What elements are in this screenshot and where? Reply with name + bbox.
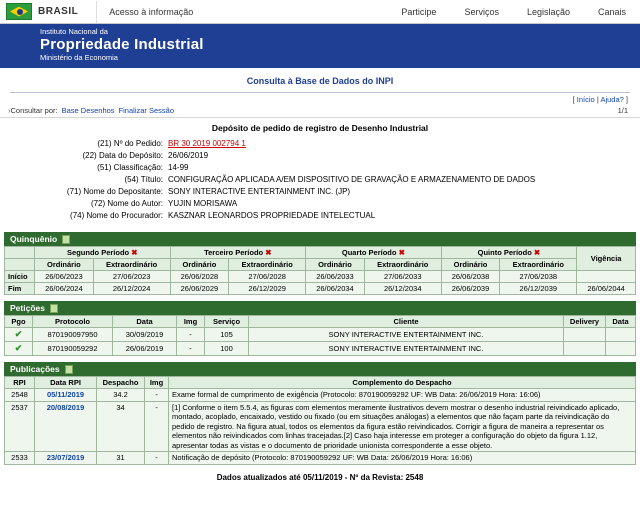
- cell-data: 30/09/2019: [113, 328, 177, 342]
- table-row: [5, 389, 636, 402]
- field-code: (74): [70, 211, 85, 220]
- cell-servico: 100: [205, 342, 249, 356]
- field-row: [0, 198, 640, 210]
- section-title-peticoes: Petições: [10, 303, 45, 313]
- cell-data2: [606, 342, 636, 356]
- gov-link-legislacao[interactable]: Legislação: [526, 6, 570, 17]
- field-code: (51): [97, 163, 112, 172]
- cell-img: -: [145, 452, 169, 465]
- cell-img: -: [145, 401, 169, 452]
- cell: 26/06/2023: [35, 271, 94, 283]
- col-pgo: Pgo: [5, 316, 33, 328]
- cell-vigencia: 26/06/2044: [577, 283, 636, 295]
- cell-despacho: 31: [97, 452, 145, 465]
- cell: 27/06/2038: [500, 271, 577, 283]
- brazil-flag-icon: [6, 3, 32, 20]
- col-data2: Data: [606, 316, 636, 328]
- gov-link-canais[interactable]: Canais: [597, 6, 626, 17]
- col-img: Img: [145, 377, 169, 389]
- field-value-data-deposito: 26/06/2019: [168, 151, 209, 160]
- sub-extraordinario: Extraordinário: [364, 259, 441, 271]
- cell: 27/06/2033: [364, 271, 441, 283]
- field-row: [0, 138, 640, 150]
- cell: 26/12/2034: [364, 283, 441, 295]
- quinquenio-corner-cell: [5, 247, 35, 259]
- footer-status: Dados atualizados até 05/11/2019 - Nº da Revista: 2548: [216, 472, 424, 482]
- sub-ordinario: Ordinário: [35, 259, 94, 271]
- cell-data: 26/06/2019: [113, 342, 177, 356]
- table-subheader-row: [5, 259, 636, 271]
- cell-rpi: 2548: [5, 389, 35, 402]
- field-code-label: [0, 186, 168, 198]
- cell-img: -: [145, 389, 169, 402]
- cell: 26/06/2034: [306, 283, 365, 295]
- field-label: Nome do Procurador:: [86, 211, 163, 220]
- section-header-quinquenio: [4, 232, 636, 246]
- field-code-label: [0, 150, 168, 162]
- pgo-check-icon: ✔: [5, 342, 33, 356]
- table-header-row: [5, 316, 636, 328]
- field-label: Classificação:: [113, 163, 163, 172]
- field-code-label: [0, 162, 168, 174]
- field-label: Título:: [140, 175, 163, 184]
- col-servico: Serviço: [205, 316, 249, 328]
- cell: 26/12/2024: [93, 283, 170, 295]
- sub-extraordinario: Extraordinário: [93, 259, 170, 271]
- acesso-informacao-link[interactable]: Acesso à informação: [109, 6, 194, 17]
- links-separator: |: [596, 95, 599, 104]
- table-row: [5, 401, 636, 452]
- cell: 26/06/2028: [170, 271, 229, 283]
- col-protocolo: Protocolo: [33, 316, 113, 328]
- table-row: [5, 452, 636, 465]
- col-data: Data: [113, 316, 177, 328]
- cell: 27/06/2028: [229, 271, 306, 283]
- excel-export-icon[interactable]: [62, 235, 70, 244]
- cell-cliente: SONY INTERACTIVE ENTERTAINMENT INC.: [249, 328, 564, 342]
- field-value-autor: YUJIN MORISAWA: [168, 199, 238, 208]
- table-header-row: [5, 247, 636, 259]
- field-code: (22): [82, 151, 97, 160]
- field-label: Nº do Pedido:: [113, 139, 163, 148]
- help-links: [0, 93, 640, 104]
- table-row: [5, 271, 636, 283]
- cell: 26/06/2038: [441, 271, 500, 283]
- table-row: [5, 283, 636, 295]
- field-row: [0, 174, 640, 186]
- field-code-label: [0, 138, 168, 150]
- section-title-quinquenio: Quinquênio: [10, 234, 58, 244]
- col-cliente: Cliente: [249, 316, 564, 328]
- field-code: (72): [90, 199, 106, 208]
- cell-rpi: 2537: [5, 401, 35, 452]
- gov-link-servicos[interactable]: Serviços: [464, 6, 499, 17]
- table-row: [5, 328, 636, 342]
- cell-protocolo: 870190059292: [33, 342, 113, 356]
- excel-export-icon[interactable]: [65, 365, 73, 374]
- field-value-depositante: SONY INTERACTIVE ENTERTAINMENT INC. (JP): [168, 187, 351, 196]
- field-row: [0, 162, 640, 174]
- cell-protocolo: 870190097950: [33, 328, 113, 342]
- cell-data-rpi[interactable]: 23/07/2019: [35, 452, 97, 465]
- brasil-brand-label: BRASIL: [38, 6, 79, 17]
- row-label-fim: Fim: [5, 283, 35, 295]
- cell-cliente: SONY INTERACTIVE ENTERTAINMENT INC.: [249, 342, 564, 356]
- cell-complemento: [1] Conforme o item 5.5.4, as figuras com elementos meramente ilustrativos devem mostrar o desenho industrial reivindicado aplicado, montado, acoplado, encaixado, vestido ou fixado (ou em situações análogas) a elementos que não façam parte da reivindicação do pedido de registro. Na figura atual, todos os elementos da figura estão reivindicados. Corrigir a figura de maneira a representar os elementos não reivindicados com linhas tracejadas.[2] Caso haja interesse em proteger a configuração do objeto da figura 1.12, apresentar todas as vistas e o documento de prioridade unionista correspondente a esse objeto.: [169, 401, 636, 452]
- col-complemento: Complemento do Despacho: [169, 377, 636, 389]
- gov-link-participe[interactable]: Participe: [401, 6, 437, 17]
- excel-export-icon[interactable]: [50, 304, 58, 313]
- cell-rpi: 2533: [5, 452, 35, 465]
- pgo-check-icon: ✔: [5, 328, 33, 342]
- field-value-numero-pedido[interactable]: BR 30 2019 002794 1: [168, 139, 246, 148]
- inpi-header-line3: Ministério da Economia: [40, 53, 118, 62]
- delete-period-icon[interactable]: ✖: [131, 248, 138, 257]
- delete-period-icon[interactable]: ✖: [398, 248, 405, 257]
- cell-servico: 105: [205, 328, 249, 342]
- publicacoes-table: [4, 376, 636, 465]
- page-title: Consulta à Base de Dados do INPI: [246, 76, 394, 86]
- table-row: [5, 342, 636, 356]
- cell: 26/12/2029: [229, 283, 306, 295]
- cell: 26/12/2039: [500, 283, 577, 295]
- divider: [96, 1, 97, 23]
- bracket-open: [: [572, 95, 575, 104]
- row-label-inicio: Início: [5, 271, 35, 283]
- quinquenio-table: [4, 246, 636, 295]
- field-value-titulo: CONFIGURAÇÃO APLICADA A/EM DISPOSITIVO DE GRAVAÇÃO E ARMAZENAMENTO DE DADOS: [168, 175, 536, 184]
- field-list: [0, 138, 640, 226]
- field-row: [0, 186, 640, 198]
- peticoes-table: [4, 315, 636, 356]
- field-label: Nome do Depositante:: [83, 187, 163, 196]
- ajuda-link[interactable]: Ajuda?: [600, 95, 624, 104]
- delete-period-icon[interactable]: ✖: [533, 248, 541, 257]
- base-desenhos-link[interactable]: Base Desenhos: [61, 106, 115, 115]
- col-rpi: RPI: [5, 377, 35, 389]
- inpi-header-line2: Propriedade Industrial: [40, 36, 204, 53]
- field-row: [0, 150, 640, 162]
- page-indicator: 1/1: [617, 106, 628, 115]
- period-header-2: Segundo Período ✖: [35, 247, 171, 259]
- col-delivery: Delivery: [564, 316, 606, 328]
- col-data-rpi: Data RPI: [35, 377, 97, 389]
- delete-period-icon[interactable]: ✖: [265, 248, 272, 257]
- consultar-por-label: Consultar por:: [10, 106, 58, 115]
- sub-extraordinario: Extraordinário: [229, 259, 306, 271]
- cell-delivery: [564, 328, 606, 342]
- cell: 26/06/2024: [35, 283, 94, 295]
- vigencia-header: Vigência: [577, 247, 636, 271]
- field-row: [0, 210, 640, 222]
- field-code-label: [0, 198, 168, 210]
- finalizar-sessao-link[interactable]: Finalizar Sessão: [118, 106, 175, 115]
- table-header-row: [5, 377, 636, 389]
- sub-ordinario: Ordinário: [170, 259, 229, 271]
- gov-links-group: [387, 7, 640, 17]
- cell-despacho: 34.2: [97, 389, 145, 402]
- document-title: Depósito de pedido de registro de Desenho Industrial: [211, 123, 429, 133]
- inpi-header-line1: Instituto Nacional da: [40, 27, 108, 36]
- cell-complemento: Exame formal de cumprimento de exigência (Protocolo: 870190059292 UF: WB Data: 26/06/2019 Hora: 16:06): [169, 389, 636, 402]
- field-code-label: [0, 174, 168, 186]
- period-header-3: Terceiro Período ✖: [170, 247, 306, 259]
- cell-data-rpi[interactable]: 20/08/2019: [35, 401, 97, 452]
- field-code-label: [0, 210, 168, 222]
- gov-top-bar: [0, 0, 640, 24]
- cell-vigencia: [577, 271, 636, 283]
- cell-delivery: [564, 342, 606, 356]
- field-value-classificacao: 14-99: [168, 163, 189, 172]
- chevron-right-icon: ›: [8, 106, 11, 115]
- section-header-publicacoes: [4, 362, 636, 376]
- field-value-procurador: KASZNAR LEONARDOS PROPRIEDADE INTELECTUAL: [168, 211, 376, 220]
- sub-ordinario: Ordinário: [441, 259, 500, 271]
- field-code: (21): [97, 139, 112, 148]
- section-header-peticoes: [4, 301, 636, 315]
- field-label: Nome do Autor:: [107, 199, 163, 208]
- period-header-5: Quinto Período ✖: [441, 247, 577, 259]
- cell-data2: [606, 328, 636, 342]
- field-code: (71): [66, 187, 82, 196]
- sub-ordinario: Ordinário: [306, 259, 365, 271]
- cell-img: -: [177, 342, 205, 356]
- breadcrumb: [0, 104, 640, 118]
- cell: 27/06/2023: [93, 271, 170, 283]
- cell: 26/06/2029: [170, 283, 229, 295]
- cell-img: -: [177, 328, 205, 342]
- col-despacho: Despacho: [97, 377, 145, 389]
- inpi-header-banner: [0, 24, 640, 68]
- inicio-link[interactable]: Início: [576, 95, 595, 104]
- bracket-close: ]: [625, 95, 628, 104]
- quinquenio-corner-cell-2: [5, 259, 35, 271]
- cell-data-rpi[interactable]: 05/11/2019: [35, 389, 97, 402]
- field-code: (54): [124, 175, 139, 184]
- cell: 26/06/2039: [441, 283, 500, 295]
- section-title-publicacoes: Publicações: [10, 364, 60, 374]
- cell: 26/06/2033: [306, 271, 365, 283]
- cell-complemento: Notificação de depósito (Protocolo: 870190059292 UF: WB Data: 26/06/2019 Hora: 16:06): [169, 452, 636, 465]
- period-header-4: Quarto Período ✖: [306, 247, 442, 259]
- field-label: Data do Depósito:: [98, 151, 163, 160]
- cell-despacho: 34: [97, 401, 145, 452]
- sub-extraordinario: Extraordinário: [500, 259, 577, 271]
- col-img: Img: [177, 316, 205, 328]
